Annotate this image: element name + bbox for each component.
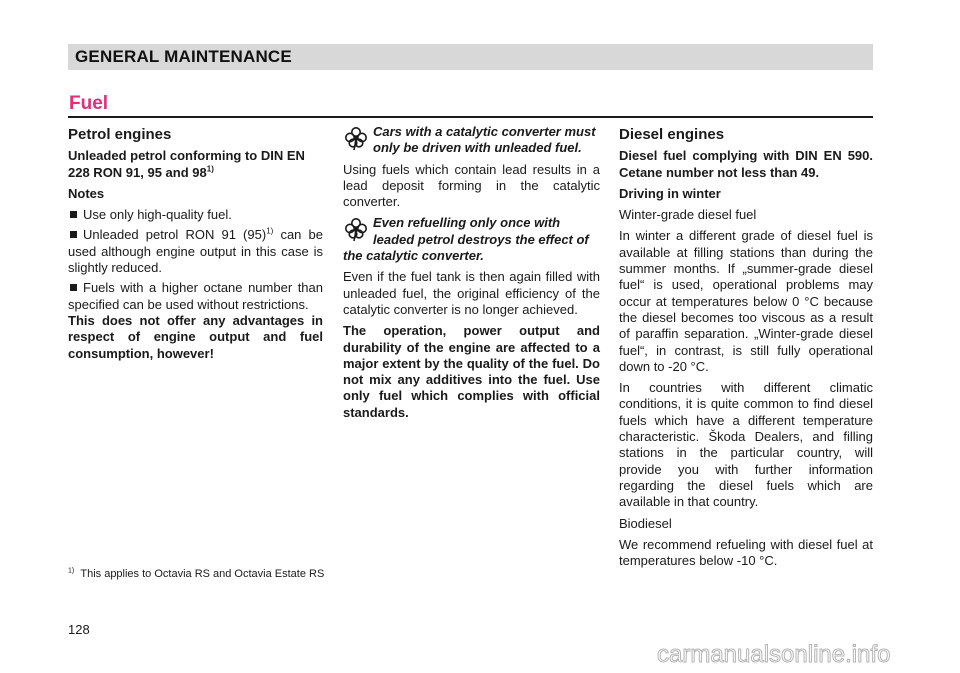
- warning-leaded: [343, 215, 600, 264]
- square-bullet-icon: [70, 231, 77, 238]
- section-title: Fuel: [69, 93, 109, 114]
- flower-warning-icon: [343, 125, 369, 151]
- notes-label: Notes: [68, 185, 105, 201]
- efficiency-paragraph: Even if the fuel tank is then again filled with unleaded fuel, the original efficiency of the catalytic converter is no longer achieved.: [343, 269, 600, 317]
- chapter-title: GENERAL MAINTENANCE: [75, 47, 292, 66]
- footnote-text: This applies to Octavia RS and Octavia Estate RS: [80, 568, 325, 580]
- biodiesel-heading: Biodiesel: [619, 515, 672, 531]
- petrol-spec: [68, 148, 323, 181]
- warning-leaded-text: Even refuelling only once with leaded petrol destroys the effect of the catalytic converter.: [343, 215, 589, 264]
- note-bullet-2-text-b: can be used although engine output in this case is slightly reduced.: [68, 227, 323, 276]
- petrol-heading: Petrol engines: [68, 126, 172, 143]
- winter-subheading: Winter-grade diesel fuel: [619, 207, 757, 223]
- footnote-ref: 1): [206, 164, 214, 174]
- note-bullet-1: [68, 207, 323, 223]
- petrol-spec-line2: 228 RON 91, 95 and 98: [68, 164, 207, 180]
- petrol-spec-line1: Unleaded petrol conforming to DIN EN: [68, 148, 305, 164]
- note-bullet-2-text-a: Unleaded petrol RON 91 (95): [83, 227, 267, 243]
- note-bold-remark: This does not offer any advantages in respect of engine output and fuel consumption, however!: [68, 312, 323, 361]
- section-header-bar: [68, 44, 873, 70]
- flower-warning-icon: [343, 216, 369, 242]
- column-catalytic: [343, 124, 600, 426]
- footnote-marker: 1): [68, 567, 75, 575]
- note-bullet-1-text: Use only high-quality fuel.: [83, 207, 232, 223]
- watermark-text: carmanualsonline.info: [657, 641, 891, 667]
- note-bullet-2: [68, 227, 323, 276]
- footnote: [68, 568, 326, 581]
- fuel-quality-paragraph: The operation, power output and durability of the engine are affected to a major extent by the quality of the fuel. Do not mix any additives into the fuel. Use only fuel which complies with official standards.: [343, 323, 600, 420]
- biodiesel-paragraph: We recommend refueling with diesel fuel at temperatures below -10 °C.: [619, 536, 873, 569]
- diesel-heading: Diesel engines: [619, 126, 725, 143]
- column-diesel: [619, 124, 873, 574]
- warning-unleaded: [343, 124, 600, 157]
- square-bullet-icon: [70, 211, 77, 218]
- diesel-spec: Diesel fuel complying with DIN EN 590. Cetane number not less than 49.: [619, 148, 873, 180]
- countries-paragraph: In countries with different climatic conditions, it is quite common to find diesel fuels which have a different temperature characteristic. Škoda Dealers, and filling stations in the particular country, will provide you with further information regarding the diesel fuels which are available in that country.: [619, 380, 873, 510]
- lead-deposit-paragraph: Using fuels which contain lead results in a lead deposit forming in the catalytic converter.: [343, 161, 600, 210]
- square-bullet-icon: [70, 284, 77, 291]
- winter-heading: Driving in winter: [619, 185, 721, 201]
- title-divider: [68, 116, 873, 118]
- page-number: 128: [68, 622, 90, 637]
- footnote-ref: 1): [266, 227, 274, 237]
- warning-unleaded-text: Cars with a catalytic converter must only be driven with unleaded fuel.: [373, 124, 596, 156]
- winter-paragraph: In winter a different grade of diesel fuel is available at filling stations than during the summer months. If „summer-grade diesel fuel“ is used, operational problems may occur at temperatures below 0 °C because the diesel becomes too viscous as a result of paraffin separation. „Winter-grade diesel fuel“, in contrast, is still fully operational down to -20 °C.: [619, 228, 873, 374]
- column-petrol: [68, 124, 323, 366]
- watermark: [655, 641, 955, 667]
- note-bullet-3: [68, 280, 323, 361]
- note-bullet-3-text: Fuels with a higher octane number than specified can be used without restrictions.: [68, 280, 323, 312]
